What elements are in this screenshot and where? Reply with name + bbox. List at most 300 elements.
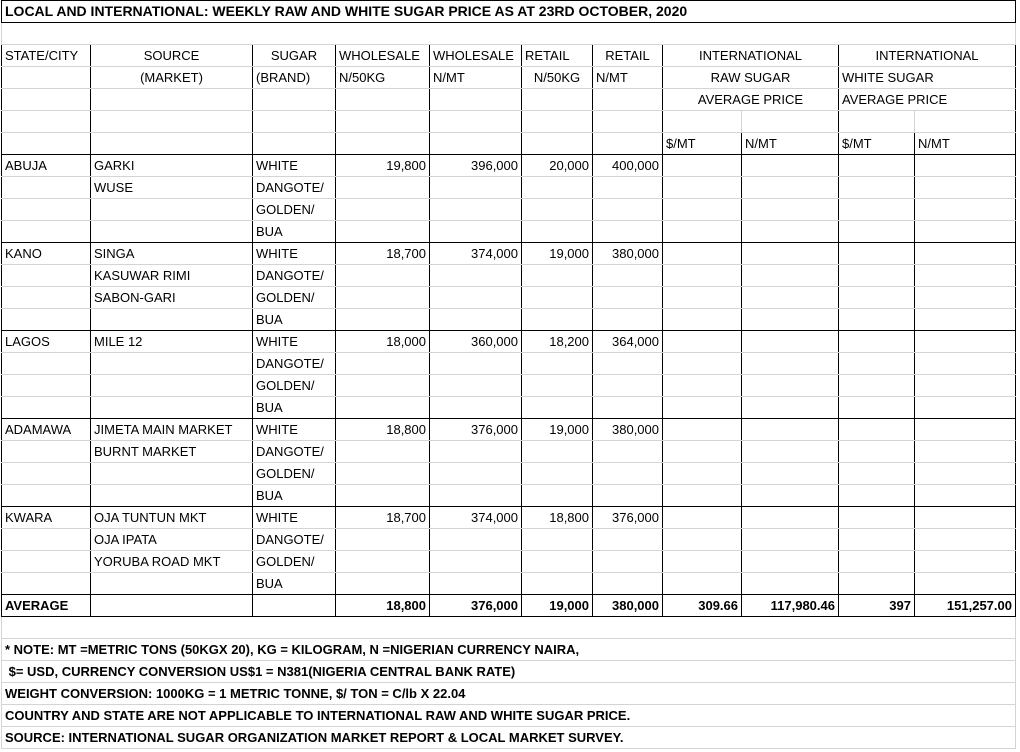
grid-cell[interactable] [915, 485, 1016, 507]
grid-cell[interactable] [915, 199, 1016, 221]
grid-cell[interactable] [2, 221, 91, 243]
grid-cell[interactable] [253, 133, 336, 155]
grid-cell[interactable] [91, 199, 253, 221]
grid-cell[interactable] [430, 309, 522, 331]
grid-cell[interactable] [336, 287, 430, 309]
table-row [2, 463, 1016, 485]
grid-cell[interactable] [91, 573, 253, 595]
table-row [2, 529, 1016, 551]
grid-cell[interactable] [430, 177, 522, 199]
grid-cell[interactable]: N/MT [742, 133, 839, 155]
grid-cell[interactable] [915, 155, 1016, 177]
grid-cell[interactable]: 396,000 [430, 155, 522, 177]
table-row [2, 595, 1016, 617]
table-row [2, 551, 1016, 573]
grid-cell[interactable] [336, 199, 430, 221]
grid-cell[interactable] [430, 199, 522, 221]
grid-cell[interactable] [91, 309, 253, 331]
grid-cell[interactable] [522, 485, 593, 507]
grid-cell[interactable] [742, 419, 839, 441]
grid-cell[interactable] [593, 551, 663, 573]
note-line[interactable]: COUNTRY AND STATE ARE NOT APPLICABLE TO INTERNATIONAL RAW AND WHITE SUGAR PRICE. [2, 705, 1016, 727]
grid-cell[interactable] [915, 375, 1016, 397]
grid-cell[interactable] [336, 463, 430, 485]
grid-cell[interactable] [839, 529, 915, 551]
grid-cell[interactable] [742, 309, 839, 331]
market-name[interactable]: BURNT MARKET [91, 441, 253, 463]
grid-cell[interactable]: 19,000 [522, 595, 593, 617]
grid-cell[interactable] [915, 243, 1016, 265]
brand-name[interactable]: GOLDEN/ [253, 199, 336, 221]
grid-cell[interactable] [663, 397, 742, 419]
grid-cell[interactable]: 19,000 [522, 243, 593, 265]
grid-cell[interactable] [91, 463, 253, 485]
grid-cell[interactable] [593, 177, 663, 199]
header-source[interactable]: SOURCE [91, 45, 253, 67]
grid-cell[interactable] [522, 199, 593, 221]
grid-cell[interactable] [742, 551, 839, 573]
grid-cell[interactable] [2, 375, 91, 397]
grid-cell[interactable] [522, 397, 593, 419]
brand-name[interactable]: WHITE [253, 507, 336, 529]
grid-cell[interactable] [430, 265, 522, 287]
grid-cell[interactable] [522, 221, 593, 243]
grid-cell[interactable] [593, 221, 663, 243]
brand-name[interactable]: GOLDEN/ [253, 375, 336, 397]
grid-cell[interactable] [522, 177, 593, 199]
market-name[interactable]: MILE 12 [91, 331, 253, 353]
grid-cell[interactable] [742, 265, 839, 287]
grid-cell[interactable] [593, 309, 663, 331]
grid-cell[interactable]: $/MT [839, 133, 915, 155]
grid-cell[interactable] [336, 441, 430, 463]
grid-cell[interactable] [336, 375, 430, 397]
brand-name[interactable]: DANGOTE/ [253, 441, 336, 463]
table-row [2, 221, 1016, 243]
grid-cell[interactable] [430, 89, 522, 111]
grid-cell[interactable] [522, 89, 593, 111]
grid-cell[interactable] [663, 265, 742, 287]
grid-cell[interactable] [663, 441, 742, 463]
grid-cell[interactable] [522, 551, 593, 573]
brand-name[interactable]: BUA [253, 397, 336, 419]
brand-name[interactable]: DANGOTE/ [253, 353, 336, 375]
grid-cell[interactable] [915, 331, 1016, 353]
grid-cell[interactable]: 376,000 [593, 507, 663, 529]
grid-cell[interactable] [253, 111, 336, 133]
table-row [2, 617, 1016, 639]
grid-cell[interactable] [839, 353, 915, 375]
grid-cell[interactable] [522, 463, 593, 485]
brand-name[interactable]: BUA [253, 221, 336, 243]
grid-cell[interactable]: 374,000 [430, 507, 522, 529]
grid-cell[interactable] [336, 353, 430, 375]
grid-cell[interactable] [663, 111, 742, 133]
grid-cell[interactable] [839, 243, 915, 265]
grid-cell[interactable]: 18,800 [522, 507, 593, 529]
grid-cell[interactable] [336, 133, 430, 155]
grid-cell[interactable] [742, 353, 839, 375]
grid-cell[interactable] [336, 221, 430, 243]
grid-cell[interactable] [522, 265, 593, 287]
grid-cell[interactable] [742, 221, 839, 243]
grid-cell[interactable] [336, 551, 430, 573]
brand-name[interactable]: WHITE [253, 331, 336, 353]
grid-cell[interactable] [2, 177, 91, 199]
grid-cell[interactable]: N/50KG [336, 67, 430, 89]
grid-cell[interactable] [839, 573, 915, 595]
grid-cell[interactable]: N/50KG [522, 67, 593, 89]
state-name[interactable]: ABUJA [2, 155, 91, 177]
grid-cell[interactable] [430, 551, 522, 573]
grid-cell[interactable] [593, 573, 663, 595]
grid-cell[interactable]: 117,980.46 [742, 595, 839, 617]
grid-cell[interactable]: (MARKET) [91, 67, 253, 89]
market-name[interactable]: KASUWAR RIMI [91, 265, 253, 287]
grid-cell[interactable] [742, 243, 839, 265]
grid-cell[interactable] [430, 529, 522, 551]
grid-cell[interactable] [2, 89, 91, 111]
grid-cell[interactable] [663, 551, 742, 573]
grid-cell[interactable] [430, 353, 522, 375]
market-name[interactable]: GARKI [91, 155, 253, 177]
grid-cell[interactable]: AVERAGE PRICE [663, 89, 839, 111]
state-name[interactable]: LAGOS [2, 331, 91, 353]
grid-cell[interactable] [593, 375, 663, 397]
market-name[interactable]: WUSE [91, 177, 253, 199]
grid-cell[interactable] [2, 111, 91, 133]
grid-cell[interactable]: AVERAGE PRICE [839, 89, 1016, 111]
grid-cell[interactable] [91, 375, 253, 397]
grid-cell[interactable] [522, 353, 593, 375]
grid-cell[interactable] [430, 111, 522, 133]
grid-cell[interactable] [839, 463, 915, 485]
grid-cell[interactable] [2, 529, 91, 551]
grid-cell[interactable] [253, 89, 336, 111]
grid-cell[interactable] [430, 441, 522, 463]
market-name[interactable]: SINGA [91, 243, 253, 265]
grid-cell[interactable] [742, 529, 839, 551]
state-name[interactable]: KANO [2, 243, 91, 265]
grid-cell[interactable] [336, 111, 430, 133]
market-name[interactable]: YORUBA ROAD MKT [91, 551, 253, 573]
state-name[interactable]: KWARA [2, 507, 91, 529]
brand-name[interactable]: DANGOTE/ [253, 265, 336, 287]
table-row [2, 727, 1016, 749]
grid-cell[interactable] [742, 375, 839, 397]
grid-cell[interactable] [2, 309, 91, 331]
grid-cell[interactable] [742, 155, 839, 177]
grid-cell[interactable] [593, 265, 663, 287]
grid-cell[interactable] [593, 353, 663, 375]
grid-cell[interactable] [593, 287, 663, 309]
header-intl-raw[interactable]: INTERNATIONAL [663, 45, 839, 67]
grid-cell[interactable] [2, 199, 91, 221]
grid-cell[interactable] [742, 331, 839, 353]
grid-cell[interactable] [253, 595, 336, 617]
grid-cell[interactable]: 376,000 [430, 595, 522, 617]
grid-cell[interactable] [593, 111, 663, 133]
grid-cell[interactable] [663, 463, 742, 485]
grid-cell[interactable] [742, 463, 839, 485]
grid-cell[interactable]: 380,000 [593, 243, 663, 265]
grid-cell[interactable] [742, 485, 839, 507]
grid-cell[interactable] [91, 111, 253, 133]
grid-cell[interactable] [663, 419, 742, 441]
grid-cell[interactable] [663, 529, 742, 551]
grid-cell[interactable]: N/MT [915, 133, 1016, 155]
grid-cell[interactable] [522, 309, 593, 331]
table-row [2, 111, 1016, 133]
grid-cell[interactable] [336, 397, 430, 419]
grid-cell[interactable] [839, 265, 915, 287]
grid-cell[interactable] [2, 397, 91, 419]
grid-cell[interactable] [593, 529, 663, 551]
grid-cell[interactable] [522, 573, 593, 595]
grid-cell[interactable] [593, 133, 663, 155]
grid-cell[interactable] [915, 529, 1016, 551]
market-name[interactable]: OJA IPATA [91, 529, 253, 551]
grid-cell[interactable] [742, 507, 839, 529]
grid-cell[interactable] [91, 485, 253, 507]
grid-cell[interactable] [2, 133, 91, 155]
grid-cell[interactable] [430, 463, 522, 485]
grid-cell[interactable]: 380,000 [593, 595, 663, 617]
grid-cell[interactable] [2, 67, 91, 89]
grid-cell[interactable] [915, 463, 1016, 485]
grid-cell[interactable] [663, 243, 742, 265]
grid-cell[interactable]: 19,000 [522, 419, 593, 441]
grid-cell[interactable] [593, 397, 663, 419]
table-row [2, 287, 1016, 309]
note-line[interactable]: WEIGHT CONVERSION: 1000KG = 1 METRIC TONNE, $/ TON = C/lb X 22.04 [2, 683, 1016, 705]
grid-cell[interactable]: 18,200 [522, 331, 593, 353]
grid-cell[interactable] [522, 441, 593, 463]
note-line[interactable]: * NOTE: MT =METRIC TONS (50KGX 20), KG = KILOGRAM, N =NIGERIAN CURRENCY NAIRA, [2, 639, 1016, 661]
grid-cell[interactable] [430, 485, 522, 507]
grid-cell[interactable] [663, 485, 742, 507]
grid-cell[interactable] [2, 617, 1016, 639]
grid-cell[interactable] [663, 331, 742, 353]
grid-cell[interactable] [663, 353, 742, 375]
grid-cell[interactable]: 380,000 [593, 419, 663, 441]
grid-cell[interactable]: 20,000 [522, 155, 593, 177]
grid-cell[interactable] [91, 89, 253, 111]
grid-cell[interactable] [430, 221, 522, 243]
brand-name[interactable]: GOLDEN/ [253, 463, 336, 485]
grid-cell[interactable] [91, 353, 253, 375]
grid-cell[interactable] [915, 309, 1016, 331]
grid-cell[interactable] [915, 111, 1016, 133]
grid-cell[interactable] [663, 375, 742, 397]
grid-cell[interactable] [839, 551, 915, 573]
grid-cell[interactable]: WHITE SUGAR [839, 67, 1016, 89]
grid-cell[interactable] [915, 419, 1016, 441]
grid-cell[interactable] [91, 221, 253, 243]
grid-cell[interactable] [839, 419, 915, 441]
grid-cell[interactable] [839, 309, 915, 331]
header-retail-50kg[interactable]: RETAIL [522, 45, 593, 67]
note-line[interactable]: $= USD, CURRENCY CONVERSION US$1 = N381(NIGERIA CENTRAL BANK RATE) [2, 661, 1016, 683]
grid-cell[interactable]: (BRAND) [253, 67, 336, 89]
grid-cell[interactable] [839, 331, 915, 353]
grid-cell[interactable] [839, 441, 915, 463]
grid-cell[interactable] [336, 309, 430, 331]
grid-cell[interactable]: 360,000 [430, 331, 522, 353]
sugar-price-table [1, 0, 1016, 749]
header-intl-white[interactable]: INTERNATIONAL [839, 45, 1016, 67]
grid-cell[interactable]: 376,000 [430, 419, 522, 441]
grid-cell[interactable] [336, 529, 430, 551]
header-wholesale-50kg[interactable]: WHOLESALE [336, 45, 430, 67]
grid-cell[interactable] [663, 507, 742, 529]
grid-cell[interactable] [522, 133, 593, 155]
grid-cell[interactable] [839, 287, 915, 309]
grid-cell[interactable] [915, 287, 1016, 309]
grid-cell[interactable] [839, 177, 915, 199]
page-title[interactable]: LOCAL AND INTERNATIONAL: WEEKLY RAW AND WHITE SUGAR PRICE AS AT 23RD OCTOBER, 2020 [2, 1, 1016, 23]
grid-cell[interactable] [593, 199, 663, 221]
grid-cell[interactable] [336, 265, 430, 287]
grid-cell[interactable] [663, 309, 742, 331]
grid-cell[interactable] [2, 441, 91, 463]
grid-cell[interactable] [742, 287, 839, 309]
grid-cell[interactable] [91, 397, 253, 419]
state-name[interactable]: ADAMAWA [2, 419, 91, 441]
grid-cell[interactable] [915, 353, 1016, 375]
grid-cell[interactable]: 397 [839, 595, 915, 617]
brand-name[interactable]: WHITE [253, 243, 336, 265]
grid-cell[interactable] [336, 573, 430, 595]
grid-cell[interactable]: 19,800 [336, 155, 430, 177]
header-retail-mt[interactable]: RETAIL [593, 45, 663, 67]
grid-cell[interactable] [91, 595, 253, 617]
grid-cell[interactable] [593, 485, 663, 507]
grid-cell[interactable] [915, 573, 1016, 595]
grid-cell[interactable] [915, 551, 1016, 573]
grid-cell[interactable] [663, 221, 742, 243]
grid-cell[interactable]: 18,700 [336, 507, 430, 529]
grid-cell[interactable] [522, 287, 593, 309]
grid-cell[interactable] [839, 221, 915, 243]
grid-cell[interactable] [915, 177, 1016, 199]
grid-cell[interactable] [430, 287, 522, 309]
grid-cell[interactable] [336, 485, 430, 507]
grid-cell[interactable] [742, 573, 839, 595]
grid-cell[interactable] [915, 397, 1016, 419]
grid-cell[interactable] [839, 375, 915, 397]
grid-cell[interactable] [522, 111, 593, 133]
grid-cell[interactable] [915, 221, 1016, 243]
grid-cell[interactable] [430, 133, 522, 155]
note-line[interactable]: SOURCE: INTERNATIONAL SUGAR ORGANIZATION MARKET REPORT & LOCAL MARKET SURVEY. [2, 727, 1016, 749]
brand-name[interactable]: WHITE [253, 419, 336, 441]
grid-cell[interactable] [663, 177, 742, 199]
grid-cell[interactable]: 400,000 [593, 155, 663, 177]
grid-cell[interactable] [2, 485, 91, 507]
grid-cell[interactable] [522, 529, 593, 551]
brand-name[interactable]: DANGOTE/ [253, 529, 336, 551]
grid-cell[interactable]: N/MT [593, 67, 663, 89]
table-row [2, 1, 1016, 23]
grid-cell[interactable]: 18,800 [336, 595, 430, 617]
grid-cell[interactable] [430, 573, 522, 595]
grid-cell[interactable] [593, 441, 663, 463]
brand-name[interactable]: BUA [253, 309, 336, 331]
market-name[interactable]: JIMETA MAIN MARKET [91, 419, 253, 441]
grid-cell[interactable]: N/MT [430, 67, 522, 89]
grid-cell[interactable] [663, 573, 742, 595]
brand-name[interactable]: DANGOTE/ [253, 177, 336, 199]
grid-cell[interactable] [336, 177, 430, 199]
market-name[interactable]: SABON-GARI [91, 287, 253, 309]
brand-name[interactable]: GOLDEN/ [253, 551, 336, 573]
grid-cell[interactable]: 374,000 [430, 243, 522, 265]
grid-cell[interactable] [2, 287, 91, 309]
grid-cell[interactable] [742, 199, 839, 221]
grid-cell[interactable] [915, 507, 1016, 529]
grid-cell[interactable] [742, 177, 839, 199]
grid-cell[interactable]: 18,700 [336, 243, 430, 265]
grid-cell[interactable] [663, 287, 742, 309]
grid-cell[interactable] [2, 463, 91, 485]
grid-cell[interactable]: 18,000 [336, 331, 430, 353]
grid-cell[interactable] [839, 111, 915, 133]
grid-cell[interactable] [2, 23, 1016, 45]
grid-cell[interactable] [2, 353, 91, 375]
grid-cell[interactable] [839, 199, 915, 221]
grid-cell[interactable]: 309.66 [663, 595, 742, 617]
grid-cell[interactable]: 18,800 [336, 419, 430, 441]
average-label[interactable]: AVERAGE [2, 595, 91, 617]
brand-name[interactable]: BUA [253, 573, 336, 595]
grid-cell[interactable] [915, 265, 1016, 287]
grid-cell[interactable] [839, 507, 915, 529]
grid-cell[interactable] [839, 397, 915, 419]
grid-cell[interactable]: $/MT [663, 133, 742, 155]
grid-cell[interactable] [336, 89, 430, 111]
market-name[interactable]: OJA TUNTUN MKT [91, 507, 253, 529]
grid-cell[interactable] [593, 463, 663, 485]
grid-cell[interactable] [2, 265, 91, 287]
header-state-city[interactable]: STATE/CITY [2, 45, 91, 67]
grid-cell[interactable] [522, 375, 593, 397]
grid-cell[interactable] [430, 375, 522, 397]
grid-cell[interactable] [91, 133, 253, 155]
brand-name[interactable]: GOLDEN/ [253, 287, 336, 309]
grid-cell[interactable]: RAW SUGAR [663, 67, 839, 89]
grid-cell[interactable]: 151,257.00 [915, 595, 1016, 617]
grid-cell[interactable]: 364,000 [593, 331, 663, 353]
brand-name[interactable]: WHITE [253, 155, 336, 177]
grid-cell[interactable] [430, 397, 522, 419]
table-row [2, 155, 1016, 177]
grid-cell[interactable] [839, 485, 915, 507]
grid-cell[interactable] [742, 441, 839, 463]
header-wholesale-mt[interactable]: WHOLESALE [430, 45, 522, 67]
grid-cell[interactable] [742, 397, 839, 419]
header-sugar[interactable]: SUGAR [253, 45, 336, 67]
brand-name[interactable]: BUA [253, 485, 336, 507]
grid-cell[interactable] [663, 155, 742, 177]
grid-cell[interactable] [839, 155, 915, 177]
grid-cell[interactable] [2, 573, 91, 595]
grid-cell[interactable] [742, 111, 839, 133]
grid-cell[interactable] [663, 199, 742, 221]
grid-cell[interactable] [915, 441, 1016, 463]
grid-cell[interactable] [2, 551, 91, 573]
grid-cell[interactable] [593, 89, 663, 111]
